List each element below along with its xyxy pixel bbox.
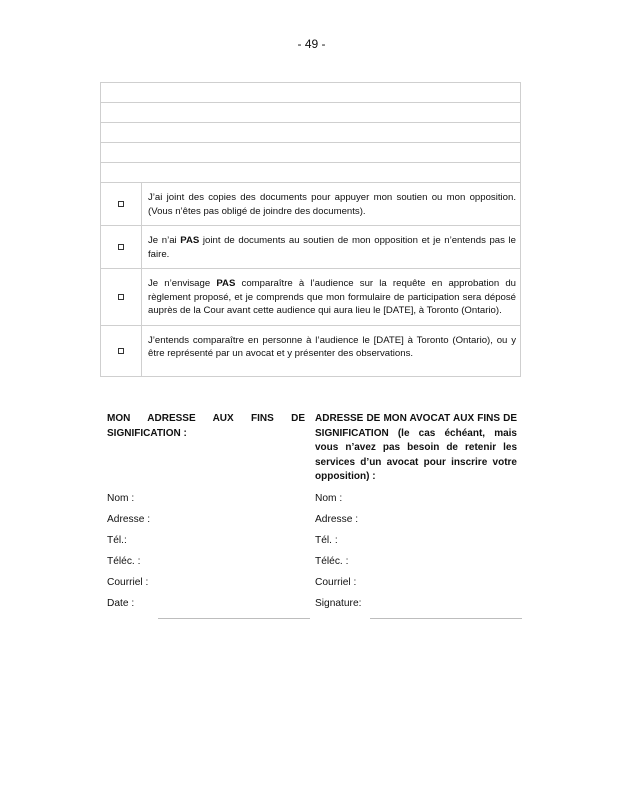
left-field-address: Adresse :	[107, 514, 151, 525]
documents-attached-checkbox[interactable]	[118, 201, 124, 207]
left-field-fax: Téléc. :	[107, 556, 141, 567]
option-text: Je n’ai PAS joint de documents au soutien de mon opposition et je n’entends pas le faire.	[148, 235, 516, 260]
blank-row	[101, 163, 520, 183]
right-field-email: Courriel :	[315, 577, 357, 588]
checkbox-cell	[101, 326, 142, 376]
options-table	[100, 82, 521, 377]
my-address-heading: MON ADRESSE AUX FINS DE SIGNIFICATION :	[107, 413, 305, 439]
not-appearing-checkbox[interactable]	[118, 294, 124, 300]
option-row	[101, 326, 520, 376]
lawyer-address-heading: ADRESSE DE MON AVOCAT AUX FINS DE SIGNIFICATION (le cas échéant, mais vous n’avez pas besoin de retenir les services d’un avocat pour inscrire votre opposition) :	[315, 413, 517, 482]
checkbox-cell	[101, 226, 142, 268]
option-row	[101, 226, 520, 269]
right-field-signature: Signature:	[315, 598, 362, 609]
left-field-phone: Tél.:	[107, 535, 127, 546]
blank-row	[101, 103, 520, 123]
blank-row	[101, 83, 520, 103]
lawyer-address-heading-block	[315, 412, 517, 485]
my-address-heading-block	[107, 412, 305, 441]
option-text: J’ai joint des copies des documents pour appuyer mon soutien ou mon opposition. (Vous n’êtes pas obligé de joindre des documents).	[148, 192, 516, 217]
blank-row	[101, 123, 520, 143]
appearing-checkbox[interactable]	[118, 348, 124, 354]
no-documents-checkbox[interactable]	[118, 244, 124, 250]
option-row	[101, 269, 520, 326]
left-field-name: Nom :	[107, 493, 135, 504]
right-field-phone: Tél. :	[315, 535, 338, 546]
checkbox-cell	[101, 183, 142, 225]
left-field-date: Date :	[107, 598, 135, 609]
page-number: - 49 -	[297, 37, 326, 51]
option-row	[101, 183, 520, 226]
right-field-fax: Téléc. :	[315, 556, 349, 567]
blank-row	[101, 143, 520, 163]
option-text: J’entends comparaître en personne à l’audience le [DATE] à Toronto (Ontario), ou y être représenté par un avocat et y présenter des observations.	[148, 334, 516, 359]
left-field-email: Courriel :	[107, 577, 149, 588]
date-line[interactable]	[158, 618, 310, 619]
signature-line[interactable]	[370, 618, 522, 619]
checkbox-cell	[101, 269, 142, 325]
option-text: Je n’envisage PAS comparaître à l’audience sur la requête en approbation du règlement proposé, et je comprends que mon formulaire de participation sera déposé auprès de la Cour avant cette audience qui aura lieu le [DATE], à Toronto (Ontario).	[148, 278, 516, 316]
right-field-address: Adresse :	[315, 514, 359, 525]
right-field-name: Nom :	[315, 493, 343, 504]
